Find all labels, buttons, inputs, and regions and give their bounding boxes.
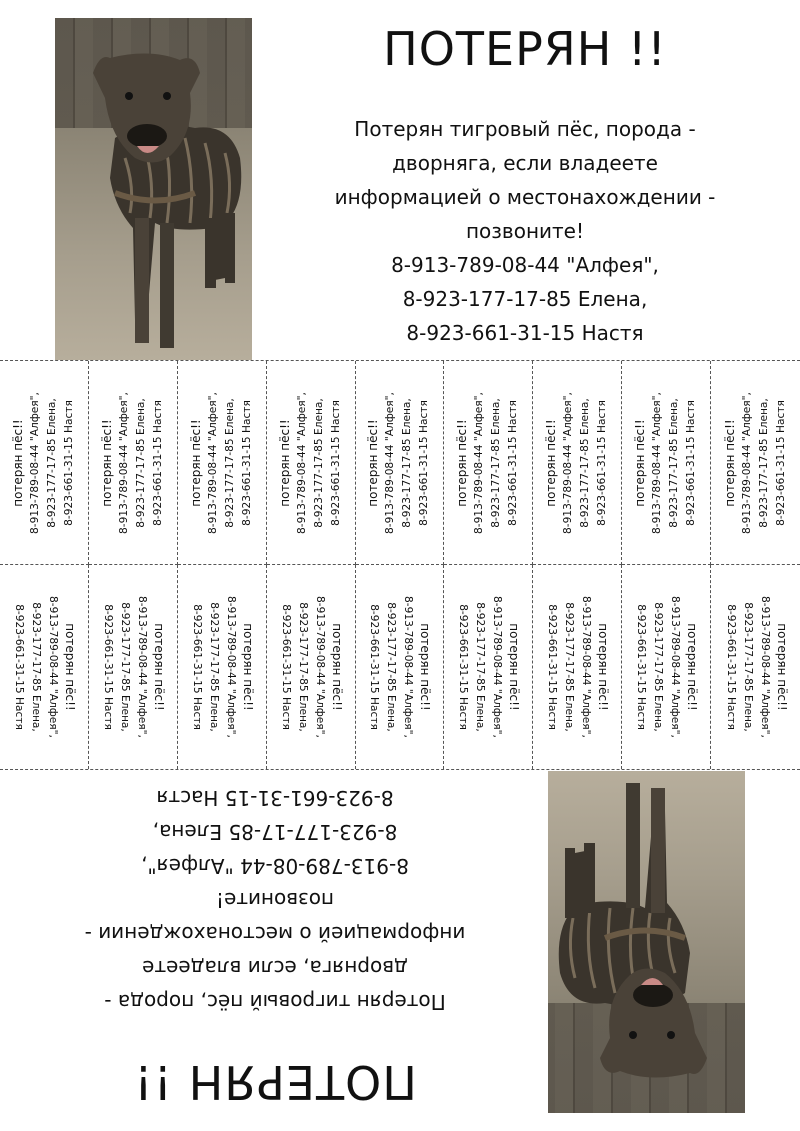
tab-phone-line: 8-913-789-08-44 "Алфея", [651, 391, 664, 534]
description-line: Потерян тигровый пёс, порода - [104, 990, 446, 1014]
tear-off-tab[interactable] [533, 361, 622, 565]
tab-text [713, 365, 799, 561]
tab-phone-line: 8-923-661-31-15 Настя [774, 399, 787, 526]
tab-phone-line: 8-923-177-17-85 Елена, [563, 602, 576, 732]
description-line: дворняга, если владеете [142, 956, 408, 980]
tab-text [713, 569, 799, 765]
tab-phone-line: 8-923-177-17-85 Елена, [490, 397, 503, 528]
tab-phone-line: 8-913-789-08-44 "Алфея", [135, 596, 148, 738]
phone-line: 8-923-661-31-15 Настя [156, 786, 394, 810]
tab-phone-line: 8-923-177-17-85 Елена, [652, 602, 665, 732]
tab-heading: потерян пёс!! [507, 623, 522, 711]
tab-phone-line: 8-923-177-17-85 Елена, [134, 397, 147, 528]
tear-off-tab[interactable] [89, 565, 178, 769]
tab-text [90, 569, 176, 765]
tab-phone-line: 8-913-789-08-44 "Алфея", [491, 596, 504, 738]
tab-heading: потерян пёс!! [151, 623, 166, 711]
tab-text [179, 365, 265, 561]
tab-text [90, 365, 176, 561]
tab-text [445, 365, 531, 561]
tear-off-tab[interactable] [711, 565, 800, 769]
tab-heading: потерян пёс!! [722, 418, 737, 507]
phone-line: 8-913-789-08-44 "Алфея", [141, 854, 409, 878]
description-line: позвоните! [215, 888, 335, 912]
tab-phone-line: 8-913-789-08-44 "Алфея", [224, 596, 237, 738]
description-line: информацией о местонахождении - [334, 185, 716, 209]
tab-text [356, 569, 442, 765]
tab-phone-line: 8-913-789-08-44 "Алфея", [580, 596, 593, 738]
tab-phone-line: 8-923-177-17-85 Елена, [45, 397, 58, 528]
tab-heading: потерян пёс!! [329, 623, 344, 711]
tab-phone-line: 8-923-661-31-15 Настя [190, 604, 203, 730]
tab-heading: потерян пёс!! [544, 418, 559, 507]
tab-phone-line: 8-923-661-31-15 Настя [151, 399, 164, 526]
flyer-description [290, 112, 760, 350]
tab-heading: потерян пёс!! [62, 623, 77, 711]
tab-phone-line: 8-913-789-08-44 "Алфея", [28, 391, 41, 534]
tab-phone-line: 8-913-789-08-44 "Алфея", [669, 596, 682, 738]
tab-heading: потерян пёс!! [455, 418, 470, 507]
tab-phone-line: 8-913-789-08-44 "Алфея", [313, 596, 326, 738]
tear-off-tab[interactable] [444, 361, 533, 565]
tab-phone-line: 8-913-789-08-44 "Алфея", [295, 391, 308, 534]
tab-phone-line: 8-923-661-31-15 Настя [507, 399, 520, 526]
tear-off-tab[interactable] [178, 565, 267, 769]
description-line: Потерян тигровый пёс, порода - [354, 117, 696, 141]
tab-heading: потерян пёс!! [240, 623, 255, 711]
tab-phone-line: 8-923-177-17-85 Елена, [401, 397, 414, 528]
tab-text [623, 365, 709, 561]
tab-phone-line: 8-923-661-31-15 Настя [724, 604, 737, 730]
tear-off-tab[interactable] [444, 565, 533, 769]
phone-line: 8-913-789-08-44 "Алфея", [391, 253, 659, 277]
tab-heading: потерян пёс!! [277, 418, 292, 507]
tear-off-tab[interactable] [622, 361, 711, 565]
tab-phone-line: 8-923-661-31-15 Настя [62, 399, 75, 526]
tab-phone-line: 8-923-177-17-85 Елена, [29, 602, 42, 732]
tab-phone-line: 8-913-789-08-44 "Алфея", [206, 391, 219, 534]
tear-off-tab[interactable] [178, 361, 267, 565]
tab-text [268, 569, 354, 765]
tab-text [179, 569, 265, 765]
tab-phone-line: 8-923-177-17-85 Елена, [312, 397, 325, 528]
phone-line: 8-923-661-31-15 Настя [406, 321, 644, 345]
tab-phone-line: 8-913-789-08-44 "Алфея", [46, 596, 59, 738]
flyer-top [0, 0, 800, 365]
tab-heading: потерян пёс!! [596, 623, 611, 711]
tab-heading: потерян пёс!! [633, 418, 648, 507]
tab-text [356, 365, 442, 561]
tear-off-tab[interactable] [622, 565, 711, 769]
tab-heading: потерян пёс!! [188, 418, 203, 507]
dog-photo [548, 771, 745, 1113]
tab-phone-line: 8-923-661-31-15 Настя [635, 604, 648, 730]
tab-phone-line: 8-923-177-17-85 Елена, [741, 602, 754, 732]
phone-line: 8-923-177-17-85 Елена, [402, 287, 648, 311]
tab-heading: потерян пёс!! [366, 418, 381, 507]
tear-off-tab[interactable] [267, 565, 356, 769]
tab-phone-line: 8-923-177-17-85 Елена, [757, 397, 770, 528]
tear-off-tab[interactable] [711, 361, 800, 565]
description-line: позвоните! [465, 219, 585, 243]
tab-text [534, 365, 620, 561]
flyer-bottom-rotated [0, 766, 800, 1131]
tab-phone-line: 8-913-789-08-44 "Алфея", [402, 596, 415, 738]
dog-icon [55, 18, 252, 360]
tab-phone-line: 8-923-177-17-85 Елена, [385, 602, 398, 732]
tab-phone-line: 8-923-661-31-15 Настя [12, 604, 25, 730]
dog-icon [548, 771, 745, 1113]
tab-phone-line: 8-923-661-31-15 Настя [240, 399, 253, 526]
tab-phone-line: 8-923-661-31-15 Настя [457, 604, 470, 730]
tab-heading: потерян пёс!! [685, 623, 700, 711]
tab-heading: потерян пёс!! [99, 418, 114, 507]
tab-phone-line: 8-923-661-31-15 Настя [546, 604, 559, 730]
tab-phone-line: 8-923-177-17-85 Елена, [207, 602, 220, 732]
tear-off-tab[interactable] [356, 361, 445, 565]
tear-off-tab[interactable] [267, 361, 356, 565]
tab-phone-line: 8-923-661-31-15 Настя [418, 399, 431, 526]
tab-text [268, 365, 354, 561]
description-line: дворняга, если владеете [392, 151, 658, 175]
tab-phone-line: 8-913-789-08-44 "Алфея", [117, 391, 130, 534]
dog-photo [55, 18, 252, 360]
tab-text [445, 569, 531, 765]
tab-text [1, 365, 87, 561]
tear-off-tab[interactable] [0, 361, 89, 565]
tab-phone-line: 8-923-177-17-85 Елена, [474, 602, 487, 732]
flyer-title: ПОТЕРЯН !! [133, 1055, 417, 1109]
phone-line: 8-923-177-17-85 Елена, [152, 820, 398, 844]
tab-text [534, 569, 620, 765]
tab-phone-line: 8-923-177-17-85 Елена, [223, 397, 236, 528]
tab-phone-line: 8-923-177-17-85 Елена, [118, 602, 131, 732]
flyer-title: ПОТЕРЯН !! [383, 22, 667, 76]
tab-phone-line: 8-913-789-08-44 "Алфея", [384, 391, 397, 534]
tear-off-tab[interactable] [356, 565, 445, 769]
tab-phone-line: 8-923-177-17-85 Елена, [668, 397, 681, 528]
tear-off-tab[interactable] [533, 565, 622, 769]
tab-text [1, 569, 87, 765]
description-line: информацией о местонахождении - [84, 922, 466, 946]
tab-phone-line: 8-923-661-31-15 Настя [685, 399, 698, 526]
tab-heading: потерян пёс!! [418, 623, 433, 711]
tab-phone-line: 8-913-789-08-44 "Алфея", [473, 391, 486, 534]
tab-phone-line: 8-923-661-31-15 Настя [279, 604, 292, 730]
tab-phone-line: 8-913-789-08-44 "Алфея", [758, 596, 771, 738]
tear-off-tab[interactable] [89, 361, 178, 565]
tab-text [623, 569, 709, 765]
tab-heading: потерян пёс!! [774, 623, 789, 711]
tab-phone-line: 8-923-661-31-15 Настя [596, 399, 609, 526]
tab-phone-line: 8-923-177-17-85 Елена, [579, 397, 592, 528]
tab-phone-line: 8-923-661-31-15 Настя [101, 604, 114, 730]
tab-heading: потерян пёс!! [10, 418, 25, 507]
tab-phone-line: 8-923-177-17-85 Елена, [296, 602, 309, 732]
flyer-description [40, 781, 510, 1019]
tear-off-tab[interactable] [0, 565, 89, 769]
tab-phone-line: 8-913-789-08-44 "Алфея", [740, 391, 753, 534]
tab-phone-line: 8-913-789-08-44 "Алфея", [562, 391, 575, 534]
tab-phone-line: 8-923-661-31-15 Настя [329, 399, 342, 526]
tab-phone-line: 8-923-661-31-15 Настя [368, 604, 381, 730]
tear-off-tabs [0, 360, 800, 770]
